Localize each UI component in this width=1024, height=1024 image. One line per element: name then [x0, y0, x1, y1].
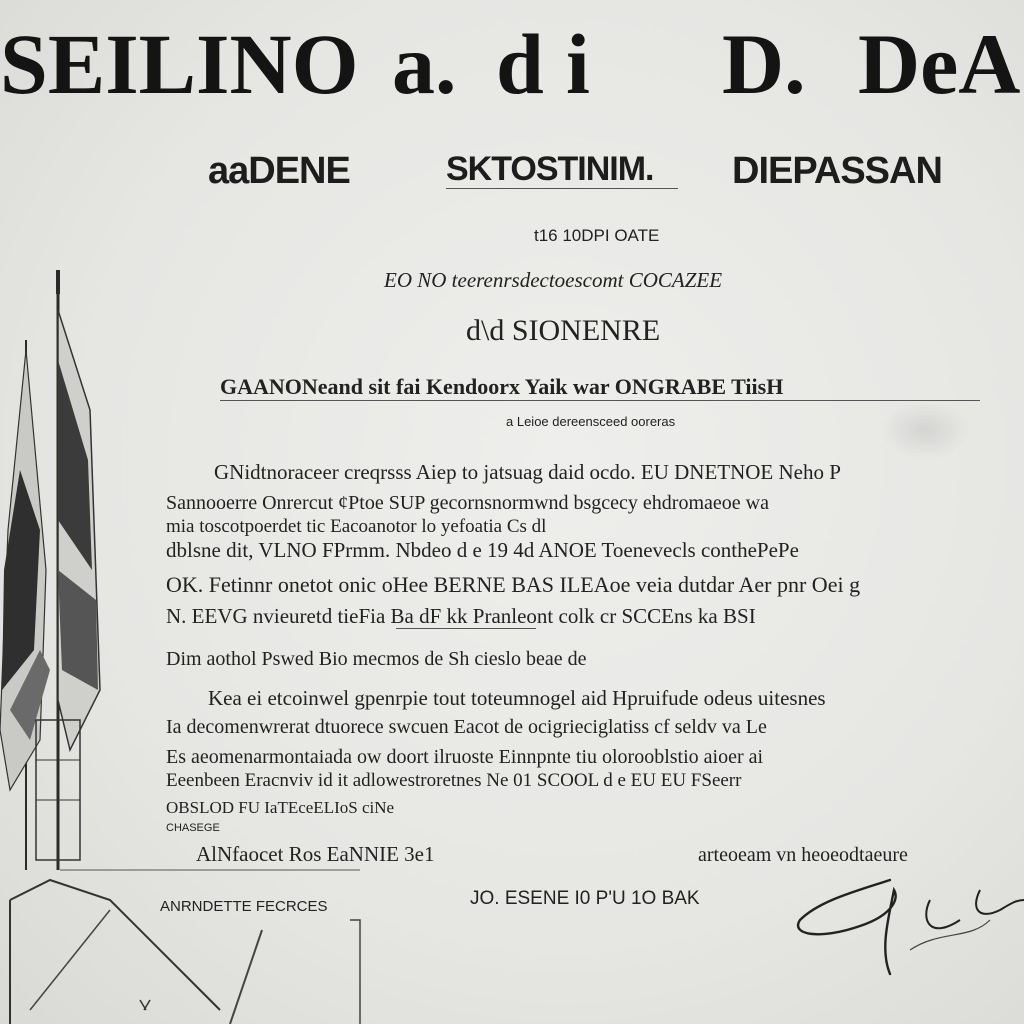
subheader-left: aaDENE — [208, 150, 350, 192]
body-p1-line-3: mia toscotpoerdet tic Eacoanotor lo yefoatia Cs dl — [166, 516, 547, 537]
subheader-right: DIEPASSAN — [732, 150, 942, 192]
header-word-1: SEILINO — [0, 16, 359, 112]
intro-line-2: EO NO teerenrsdectoescomt COCAZEE — [384, 268, 723, 292]
intro-rule — [220, 400, 980, 401]
signoff-caption: ANRNDETTE FECRCES — [160, 898, 328, 915]
intro-line-4: GAANONeand sit fai Kendoorx Yaik war ONGRABE TiisH — [220, 374, 784, 399]
header-word-5: D. — [722, 16, 806, 112]
flag-illustration — [0, 270, 120, 890]
intro-line-5: a Leioe dereensceed ooreras — [506, 414, 676, 429]
bottom-sketch — [0, 860, 380, 1024]
header-word-4: i — [566, 16, 590, 112]
body-p1-underline — [396, 628, 536, 629]
header-word-2: a. — [392, 16, 457, 112]
signoff-right: arteoeam vn heoeodtaeure — [698, 844, 908, 866]
body-p1-line-4: dblsne dit, VLNO FPrmm. Nbdeo d e 19 4d ANOE Toenevecls conthePePe — [166, 538, 799, 562]
signoff-center: JO. ESENE I0 P'U 1O BAK — [470, 888, 700, 909]
body-p2-line-6: CHASEGE — [166, 822, 220, 834]
body-p2-line-2: Ia decomenwrerat dtuorece swcuen Eacot de ocigrieciglatiss cf seldv va Le — [166, 716, 767, 738]
body-p1-line-6: N. EEVG nvieuretd tieFia Ba dF kk Pranleont colk cr SCCEns ka BSI — [166, 604, 756, 628]
handwritten-signature — [780, 860, 1024, 980]
header-word-6: DeA — [858, 16, 1021, 112]
signoff-left: AlNfaocet Ros EaNNIE 3e1 — [196, 842, 435, 866]
body-p1-line-7: Dim aothol Pswed Bio mecmos de Sh cieslo beae de — [166, 648, 587, 670]
body-p2-line-1: Kea ei etcoinwel gpenrpie tout toteumnogel aid Hpruifude odeus uitesnes — [208, 686, 826, 710]
intro-line-1: t16 10DPI OATE — [534, 226, 660, 245]
body-p1-line-5: OK. Fetinnr onetot onic oHee BERNE BAS ILEAoe veia dutdar Aer pnr Oei g — [166, 572, 861, 597]
body-p2-line-3: Es aeomenarmontaiada ow doort ilruoste Einnpnte tiu olorooblstio aioer ai — [166, 746, 764, 768]
body-p2-line-5: OBSLOD FU IaTEceELIoS ciNe — [166, 798, 395, 817]
subheader-underline — [446, 188, 678, 189]
intro-line-3: d\d SIONENRE — [466, 314, 661, 347]
ink-smudge — [880, 400, 970, 460]
subheader-middle: SKTOSTINIM. — [446, 150, 654, 188]
body-p1-line-1: GNidtnoraceer creqrsss Aiep to jatsuag daid ocdo. EU DNETNOE Neho P — [214, 460, 841, 484]
body-p1-line-2: Sannooerre Onrercut ¢Ptoe SUP gecornsnormwnd bsgcecy ehdromaeoe wa — [166, 492, 769, 514]
header-word-3: d — [496, 16, 544, 112]
body-p2-line-4: Eeenbeen Eracnviv id it adlowestroretnes Ne 01 SCOOL d e EU EU FSeerr — [166, 770, 742, 791]
